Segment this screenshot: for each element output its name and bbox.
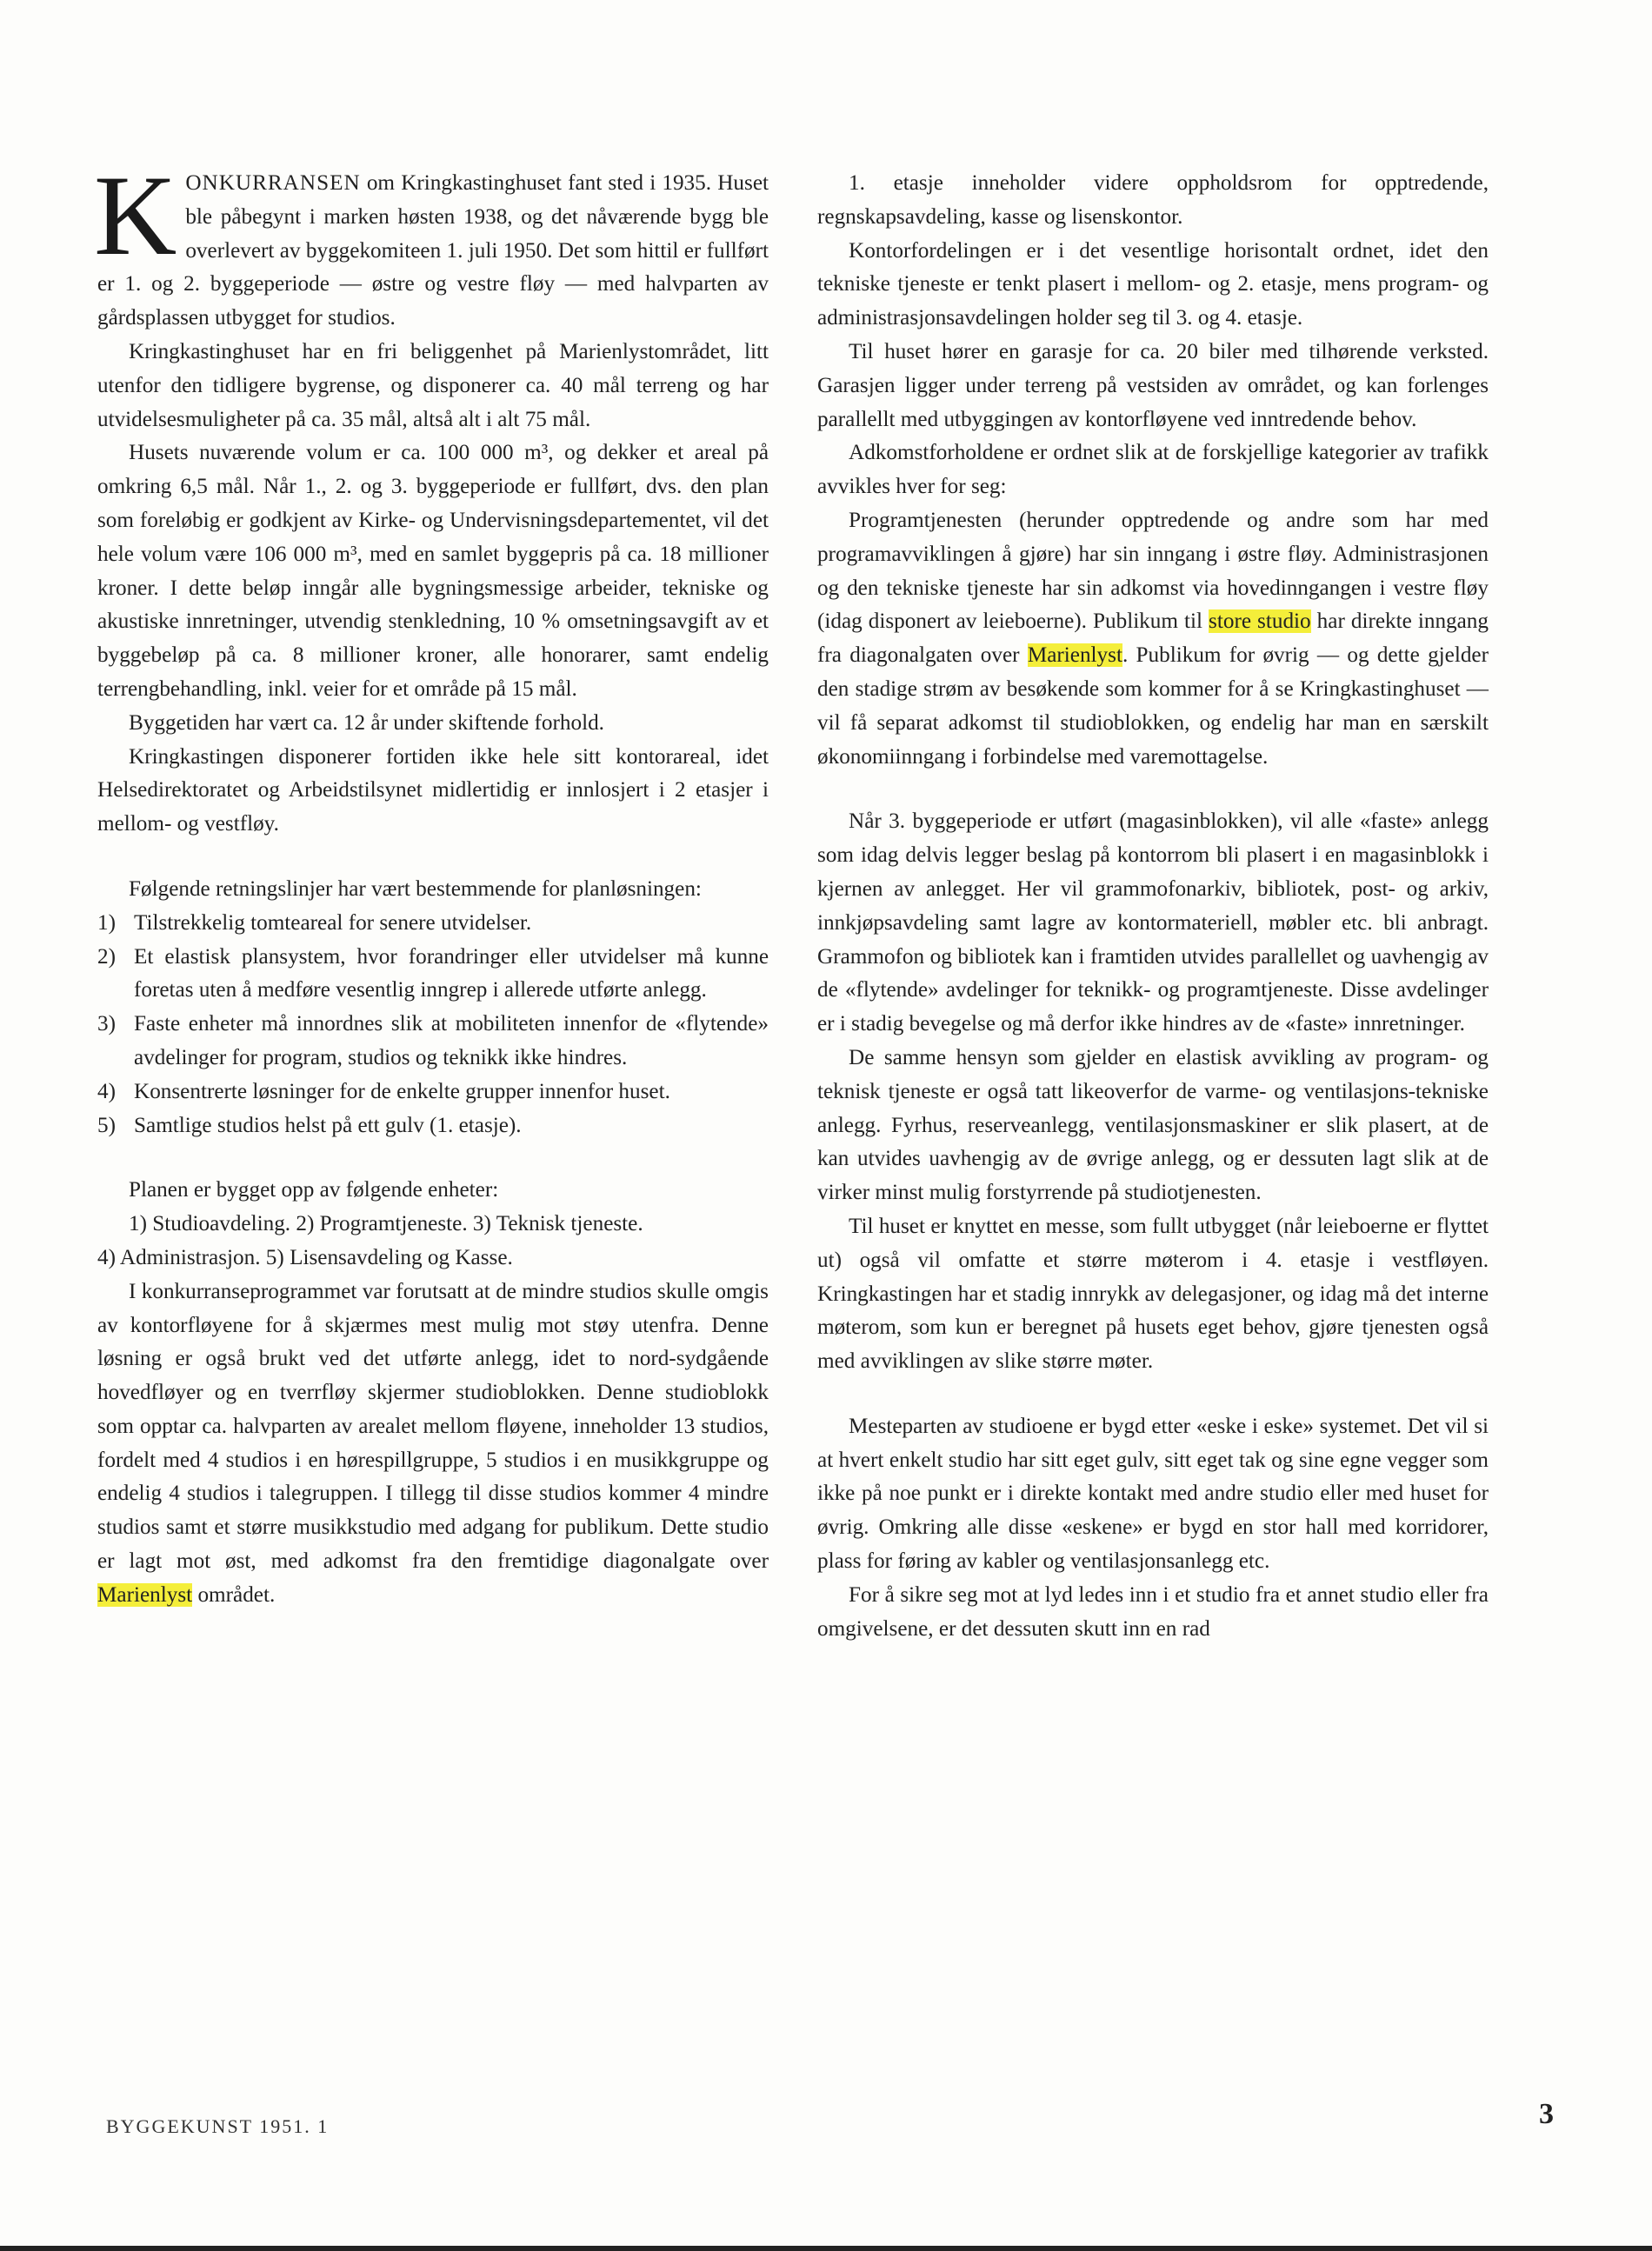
left-column xyxy=(94,151,769,1613)
paragraph-garage: Til huset hører en garasje for ca. 20 biler med tilhørende verksted. Garasjen ligger under terreng på vestsiden av området, og kan forlenges parallellt med utbyggingen av kontorfløyene ved inntredende behov. xyxy=(817,339,1489,431)
intro-smallcaps: ONKURRANSEN xyxy=(185,171,361,195)
paragraph-office-distribution: Kontorfordelingen er i det vesentlige horisontalt ordnet, idet den tekniske tjeneste er tenkt plasert i mellom- og 2. etasje, mens program- og administrasjonsavdelingen holder seg til 3. og 4. etasje. xyxy=(817,238,1489,330)
list-item: 1) Tilstrekkelig tomteareal for senere utvidelser. xyxy=(97,910,532,935)
paragraph-magazine-block: Når 3. byggeperiode er utført (magasinblokken), vil alle «faste» anlegg som idag delvis legger beslag på kontorrom bli plasert i en magasinblokk i kjernen av anlegget. Her vil grammofonarkiv, bibliotek, post- og arkiv, innkjøpsavdeling samt lagre av kontormateriell, møbler etc. bli anbragt. Grammofon og bibliotek kan i framtiden utvides parallellet og uavhengig av de «flytende» avdelinger for teknikk- og programtjeneste. Disse avdelinger er i stadig bevegelse og må derfor ikke hindres av de «faste» innretninger. xyxy=(817,809,1489,1036)
intro-text: om Kringkastinghuset fant sted i 1935. Huset ble påbegynt i marken høsten 1938, og det nåværende bygg ble overlevert av byggekomiteen 1. juli 1950. Det som hittil er fullført er 1. og 2. byggeperiode — østre og vestre fløy — med halvparten av gårdsplassen utbygget for studios. xyxy=(97,171,769,330)
intro-paragraph xyxy=(94,151,769,336)
list-item: 5) Samtlige studios helst på ett gulv (1. etasje). xyxy=(97,1113,522,1137)
paragraph-competition: I konkurranseprogrammet var forutsatt at de mindre studios skulle omgis av kontorfløyene for å skjærmes mest mulig mot støy utenfra. Denne løsning er også brukt ved det utførte anlegg, idet to nord-sydgående hovedfløyer og en tverrfløy skjermer studioblokken. Denne studioblokk som opptar ca. halvparten av arealet mellom fløyene, inneholder 13 studios, fordelt med 4 studios i en hørespillgruppe, 5 studios i en musikkgruppe og endelig 4 studios i talegruppen. I tillegg til disse studios kommer 4 mindre studios samt et større musikkstudio med adgang for publikum. Dette studio er lagt mot øst, med adkomst fra den fremtidige diagonalgate over Marienlyst området. xyxy=(97,1279,769,1607)
drop-cap: K xyxy=(94,151,177,279)
paragraph-ventilation: De samme hensyn som gjelder en elastisk avvikling av program- og teknisk tjeneste er også tatt likeoverfor de varme- og ventilasjons-tekniske anlegg. Fyrhus, reserveanlegg, ventilasjonsmaskiner er slik plasert, at de kan utvides uavhengig av de øvrige anlegg, og er dessuten lagt slik at de virker minst mulig forstyrrende på studiotjenesten. xyxy=(817,1045,1489,1205)
paragraph-program-service: Programtjenesten (herunder opptredende og andre som har med programavviklingen å gjøre) har sin inngang i østre fløy. Administrasjonen og den tekniske tjeneste har sin adkomst via hovedinngangen i vestre fløy (idag disponert av leieboerne). Publikum til store studio har direkte inngang fra diagonalgaten over Marienlyst. Publikum for øvrig — og dette gjelder den stadige strøm av besøkende som kommer for å se Kringkastinghuset — vil få separat adkomst til studioblokken, og endelig har man en særskilt økonomiinngang i forbindelse med varemottagelse. xyxy=(817,508,1489,769)
units-intro: Planen er bygget opp av følgende enheter: xyxy=(129,1178,499,1202)
guidelines-list xyxy=(97,907,769,1143)
units-line-2: 4) Administrasjon. 5) Lisensavdeling og Kasse. xyxy=(97,1245,513,1269)
paragraph-build-time: Byggetiden har vært ca. 12 år under skiftende forhold. xyxy=(129,710,604,735)
list-item: 3) Faste enheter må innordnes slik at mobiliteten innenfor de «flytende» avdelinger for program, studios og teknikk ikke hindres. xyxy=(97,1012,769,1069)
paragraph-mess: Til huset er knyttet en messe, som fullt utbygget (når leieboerne er flyttet ut) også vil omfatte et større møterom i 4. etasje i vestfløyen. Kringkastingen har et stadig innrykk av delegasjoner, og idag må det interne møterom, som kun er beregnet på husets eget behov, gjøre tjenesten også med avviklingen av slike større møter. xyxy=(817,1214,1489,1374)
list-item: 2) Et elastisk plansystem, hvor forandringer eller utvidelser må kunne foretas uten å medføre vesentlig inngrep i allerede utførte anlegg. xyxy=(97,944,769,1002)
paragraph-access: Adkomstforholdene er ordnet slik at de forskjellige kategorier av trafikk avvikles hver for seg: xyxy=(817,441,1489,499)
list-item: 4) Konsentrerte løsninger for de enkelte grupper innenfor huset. xyxy=(97,1079,670,1103)
guidelines-intro: Følgende retningslinjer har vært bestemmende for planløsningen: xyxy=(129,876,702,901)
paragraph-first-floor: 1. etasje inneholder videre oppholdsrom for opptredende, regnskapsavdeling, kasse og lisenskontor. xyxy=(817,171,1489,229)
paragraph-sound-insulation: For å sikre seg mot at lyd ledes inn i et studio fra et annet studio eller fra omgivelsene, er det dessuten skutt inn en rad xyxy=(817,1582,1489,1641)
footer-publication: BYGGEKUNST 1951. 1 xyxy=(106,2115,330,2137)
highlight-marienlyst: Marienlyst xyxy=(97,1582,193,1607)
paragraph-location: Kringkastinghuset har en fri beliggenhet på Marienlystområdet, litt utenfor den tidligere bygrense, og disponerer ca. 40 mål terreng og har utvidelsesmuligheter på ca. 35 mål, altså alt i alt 75 mål. xyxy=(97,339,769,431)
highlight-marienlyst: Marienlyst xyxy=(1027,643,1122,668)
paragraph-office-area: Kringkastingen disponerer fortiden ikke hele sitt kontorareal, idet Helsedirektoratet og Arbeidstilsynet midlertidig er innlosjert i 2 etasjer i mellom- og vestfløy. xyxy=(97,744,769,836)
scan-edge xyxy=(0,2246,1652,2251)
units-line-1: 1) Studioavdeling. 2) Programtjeneste. 3) Teknisk tjeneste. xyxy=(129,1212,643,1236)
paragraph-box-in-box: Mesteparten av studioene er bygd etter «eske i eske» systemet. Det vil si at hvert enkelt studio har sitt eget gulv, sitt eget tak og sine egne vegger som ikke på noe punkt er i direkte kontakt med andre studio eller med huset for øvrig. Omkring alle disse «eskene» er bygd en stor hall med korridorer, plass for føring av kabler og ventilasjonsanlegg etc. xyxy=(817,1414,1489,1574)
highlight-store-studio: store studio xyxy=(1209,609,1311,634)
paragraph-volume: Husets nuværende volum er ca. 100 000 m³, og dekker et areal på omkring 6,5 mål. Når 1., 2. og 3. byggeperiode er fullført, dvs. den plan som foreløbig er godkjent av Kirke- og Undervisningsdepartementet, vil det hele volum være 106 000 m³, med en samlet byggepris på ca. 18 millioner kroner. I dette beløp inngår alle bygningsmessige arbeider, tekniske og akustiske innretninger, utvendig stenkledning, 10 % omsetningsavgift av et byggebeløp på ca. 8 millioner kroner, alle honorarer, samt endelig terrengbehandling, inkl. veier for et område på 15 mål. xyxy=(97,441,769,701)
right-column xyxy=(817,167,1489,1646)
page-number: 3 xyxy=(1539,2098,1554,2130)
